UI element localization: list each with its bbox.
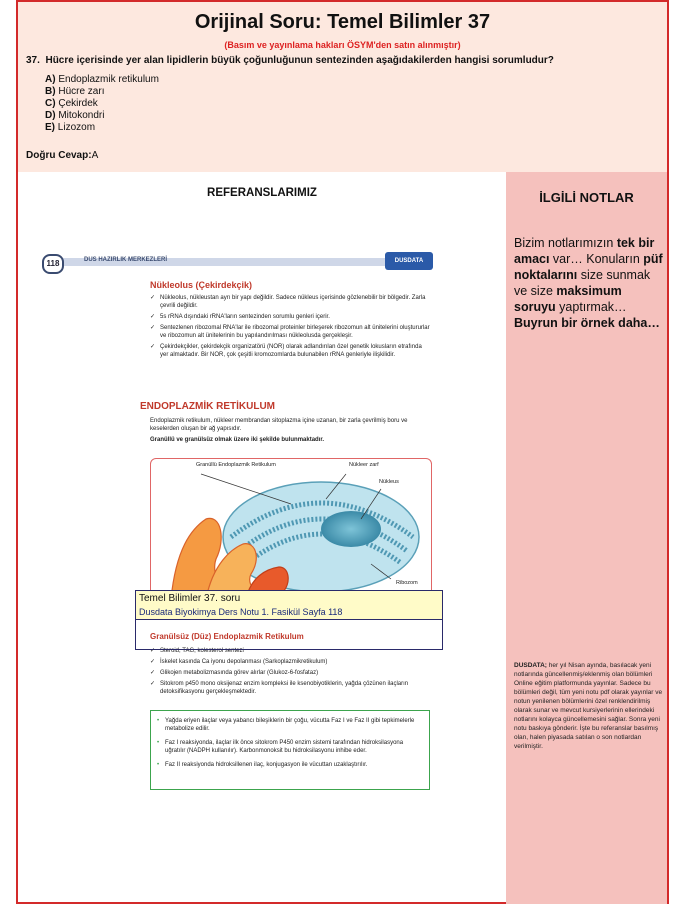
question-header xyxy=(18,2,667,172)
nucleus-label: Nükleus xyxy=(379,479,399,485)
er-figure xyxy=(150,458,432,605)
pharmacology-box xyxy=(150,710,430,790)
option-a: A) Endoplazmik retikulum xyxy=(45,74,159,85)
rough-er-label: Granüllü Endoplazmik Retikulum xyxy=(196,462,276,468)
answer-options xyxy=(45,74,159,134)
nuclear-envelope-label: Nükleer zarf xyxy=(349,462,379,468)
reference-highlight-box xyxy=(135,620,443,650)
notes-body: Bizim notlarımızın tek bir amacı var… Konuların püf noktalarını size sunmak ve size maksimum soruyu yaptırmak… Buyrun bir örnek daha… xyxy=(514,236,663,330)
reference-caption xyxy=(135,590,443,620)
list-item: ✓ Sitokrom p450 mono oksijenaz enzim kompleksi ile ksenobiyotiklerin, yağda çözünen ilaçların detoksifikasyonu gerçekleşmektedir. xyxy=(150,680,430,696)
list-item: ✓ Sentezlenen ribozomal RNA'lar ile ribozomal proteinler birleşerek ribozomun alt ünitelerini oluştururlar ve ribozomun alt ünitelerinin bu yapılandırılması nükleolusda gerçekleşir. xyxy=(150,324,430,340)
copyright-note: (Basım ve yayınlama hakları ÖSYM'den satın alınmıştır) xyxy=(224,40,461,50)
notes-panel xyxy=(506,172,667,904)
reference-line-1: Temel Bilimler 37. soru xyxy=(139,593,241,604)
list-item: ✓ Steroid, TAG, kolesterol sentezi xyxy=(150,647,430,655)
list-item: • Yağda eriyen ilaçlar veya yabancı bileşiklerin bir çoğu, vücutta Faz I ve Faz II gibi tepkimelerle metabolize edilir. xyxy=(165,717,423,733)
option-b: B) Hücre zarı xyxy=(45,86,105,97)
option-d: D) Mitokondri xyxy=(45,110,105,121)
references-title: REFERANSLARIMIZ xyxy=(207,187,317,199)
correct-answer: Doğru Cevap:A xyxy=(26,150,99,161)
question-body: Hücre içerisinde yer alan lipidlerin büyük çoğunluğunun sentezinden aşağıdakilerden hangisi sorumludur? xyxy=(45,55,554,66)
er-heading: ENDOPLAZMİK RETİKULUM xyxy=(140,401,275,412)
list-item: ✓ Glikojen metabolizmasında görev alırlar (Glukoz-6-fosfataz) xyxy=(150,669,430,677)
question-text xyxy=(26,55,646,66)
list-item: ✓ Nükleolus, nükleustan ayrı bir yapı değildir. Sadece nükleus içerisinde gözlenebilir bir bölgedir. Zarla çevrili değildir. xyxy=(150,294,430,310)
page-number: 118 xyxy=(42,254,64,274)
dusdata-note: DUSDATA; her yıl Nisan ayında, basılacak yeni notlarında güncellenmiş/eklenmiş olan bölümleri Online eğitim platformunda yayınlar. Sadece bu bölümleri değil, tüm yeni notu pdf olarak yayınlar ve notun yenilenen bölümlerini özel renklendirilmiş olarak sunar ve mevcut kursiyerlerinin ellerindeki notlarını kolayca güncellemesini sağlar. Sonra yeni notu baskıya gönderir. İşte bu referanslar basılmış olan, halen piyasada satılan o son notlardan verilmiştir. xyxy=(514,662,663,750)
list-item: ✓ 5s rRNA dışındaki rRNA'ların sentezinden sorumlu genleri içerir. xyxy=(150,313,430,321)
list-item: ✓ Çekirdekçikler, çekirdekçik organizatörü (NOR) olarak adlandırılan özel genetik lokusların etrafında yer almaktadır. Bir NOR, çok çeşitli kromozomlarda bulunabilen rRNA genleriyle ilişkilidir. xyxy=(150,343,430,359)
smooth-er-list xyxy=(150,647,430,699)
page-title: Orijinal Soru: Temel Bilimler 37 xyxy=(194,11,491,33)
textbook-page xyxy=(40,250,440,800)
list-item: • Faz II reaksiyonda hidroksillenen ilaç, konjugasyon ile vücuttan uzaklaştırılır. xyxy=(165,761,423,769)
smooth-er-heading: Granülsüz (Düz) Endoplazmik Retikulum xyxy=(150,632,304,641)
er-paragraph: Endoplazmik retikulum, nükleer membrandan sitoplazma içine uzanan, bir zarla çevrilmiş boru ve keselerden oluşan bir ağ yapısıdır. Granüllü ve granülsüz olmak üzere iki şekilde bulunmaktadır. xyxy=(150,418,408,443)
list-item: • Faz I reaksiyonda, ilaçlar ilk önce sitokrom P450 enzim sistemi tarafından hidroksilasyona uğratılır (NADPH kullanılır). Karbonmonoksit bu hidroksilasyonu inhibe eder. xyxy=(165,739,423,755)
list-item: ✓ İskelet kasında Ca iyonu depolanması (Sarkoplazmikretikulum) xyxy=(150,658,430,666)
dusdata-logo: DUSDATA xyxy=(385,252,433,270)
notes-title: İLGİLİ NOTLAR xyxy=(539,190,634,205)
question-number: 37. xyxy=(26,55,40,66)
nukleolus-heading: Nükleolus (Çekirdekçik) xyxy=(150,280,253,290)
option-e: E) Lizozom xyxy=(45,122,96,133)
reference-line-2: Dusdata Biyokimya Ders Notu 1. Fasikül Sayfa 118 xyxy=(139,607,343,617)
book-header-text: DUS HAZIRLIK MERKEZLERİ xyxy=(84,257,167,263)
nukleolus-list xyxy=(150,294,430,362)
ribosome-label: Ribozom xyxy=(396,580,418,586)
option-c: C) Çekirdek xyxy=(45,98,98,109)
